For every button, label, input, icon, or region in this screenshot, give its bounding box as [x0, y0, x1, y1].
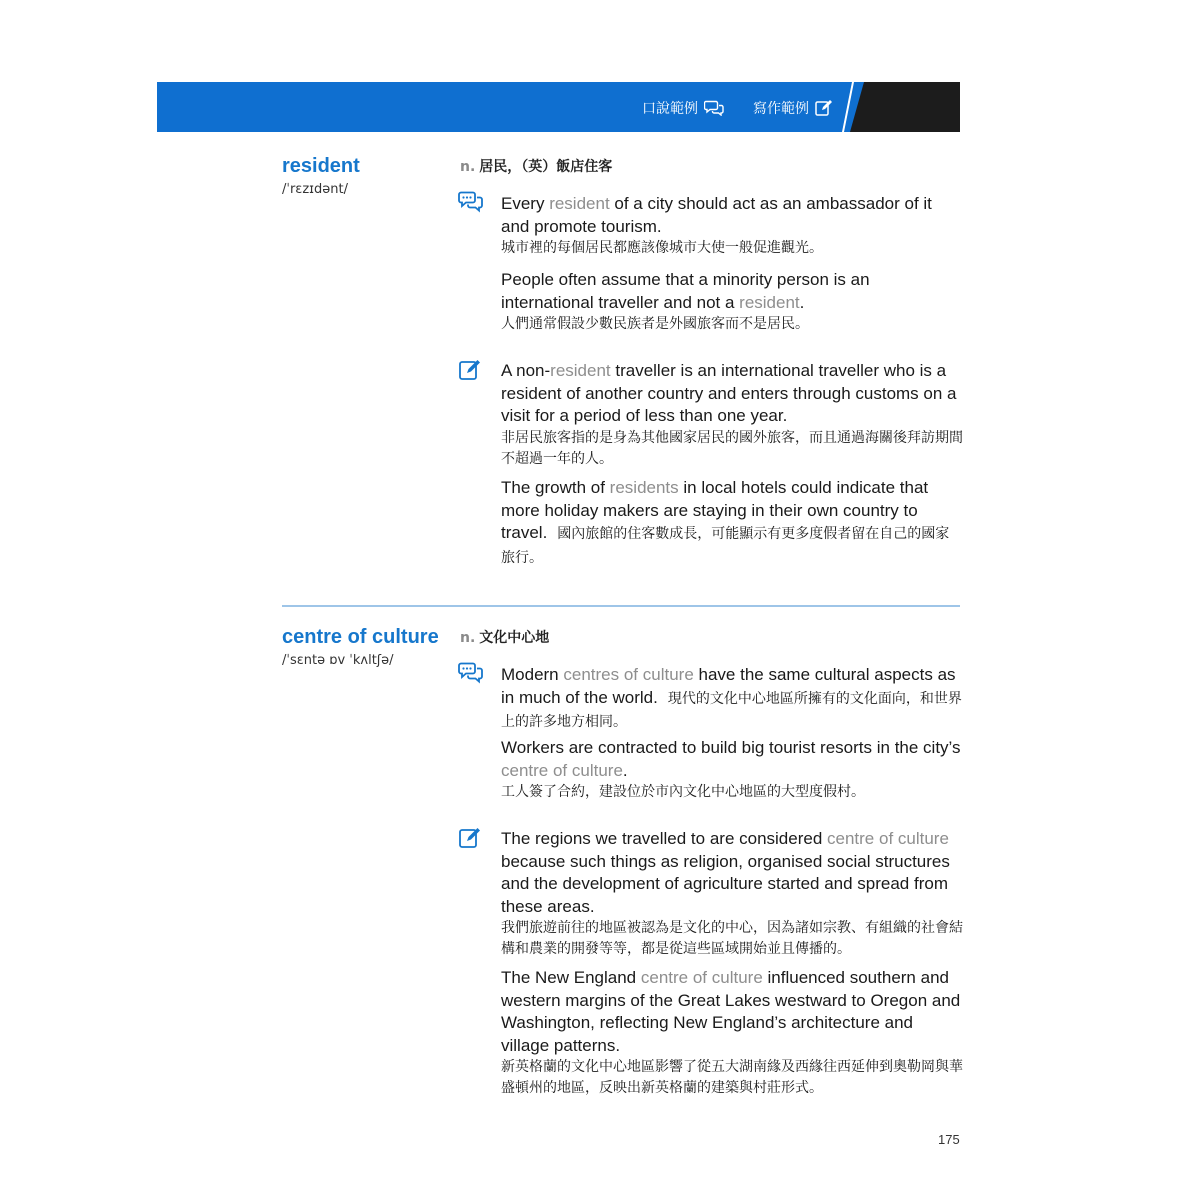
headword: centre of culture [282, 626, 439, 648]
text-run: People often assume that a minority person is an international traveller and not a [501, 270, 870, 312]
example-sentence [501, 193, 963, 238]
example-sentence [501, 477, 963, 569]
example-sentence [501, 737, 963, 782]
definition-text: 居民，（英）飯店住客 [479, 159, 613, 175]
example-translation: 人們通常假設少數民族者是外國旅客而不是居民。 [501, 316, 809, 332]
text-run: of a city should act as an ambassador of it and promote tourism. [501, 194, 932, 236]
example-translation: 新英格蘭的文化中心地區影響了從五大湖南緣及西緣往西延伸到奧勒岡與華盛頓州的地區，反映出新英格蘭的建築與村莊形式。 [501, 1059, 963, 1096]
pronunciation: /ˈsɛntə ɒv ˈkʌltʃə/ [282, 653, 394, 668]
highlighted-term: centre of culture [640, 968, 763, 987]
pencil-note-icon [458, 359, 484, 381]
part-of-speech: n. [460, 630, 476, 646]
example-translation: 工人簽了合約，建設位於市內文化中心地區的大型度假村。 [501, 784, 865, 800]
example-sentence [501, 664, 963, 734]
example-sentence [501, 828, 963, 918]
text-run: Workers are contracted to build big tourist resorts in the city’s [501, 738, 961, 757]
headword: resident [282, 155, 360, 177]
highlighted-term: centres of culture [563, 665, 694, 684]
text-run: The regions we travelled to are considered [501, 829, 828, 848]
text-run: in local hotels could indicate that more holiday makers are staying in their own country to travel. [501, 478, 929, 542]
writing-example [501, 967, 963, 1099]
example-translation: 城市裡的每個居民都應該像城市大使一般促進觀光。 [501, 240, 823, 256]
example-translation: 國內旅館的住客數成長，可能顯示有更多度假者留在自己的國家旅行。 [501, 526, 950, 566]
pronunciation: /ˈrɛzɪdənt/ [282, 182, 348, 197]
highlighted-term: resident [550, 361, 611, 380]
example-translation: 我們旅遊前往的地區被認為是文化的中心，因為諸如宗教、有組織的社會結構和農業的開發等等，都是從這些區域開始並且傳播的。 [501, 920, 963, 957]
text-run: Modern [501, 665, 564, 684]
writing-example-label [753, 99, 833, 117]
writing-example [501, 477, 963, 569]
definition [460, 156, 612, 176]
text-run: because such things as religion, organised social structures and the development of agriculture started and spread from these areas. [501, 851, 950, 916]
highlighted-term: residents [609, 478, 679, 497]
definition [460, 627, 549, 647]
pencil-note-icon [458, 827, 484, 849]
definition-text: 文化中心地 [479, 630, 550, 646]
text-run: The New England [501, 968, 641, 987]
header-bar [157, 82, 960, 132]
part-of-speech: n. [460, 159, 476, 175]
page-number: 175 [938, 1132, 960, 1147]
text-run: . [622, 760, 628, 780]
speech-bubbles-icon [458, 191, 484, 213]
writing-example [501, 360, 963, 470]
text-run: have the same cultural aspects as in much of the world. [501, 665, 956, 707]
speech-bubbles-icon [704, 100, 724, 116]
writing-example [501, 828, 963, 960]
highlighted-term: resident [739, 292, 800, 312]
text-run: . [799, 292, 805, 312]
writing-label-text: 寫作範例 [753, 101, 809, 117]
text-run: Every [501, 194, 550, 213]
speaking-example [501, 269, 963, 335]
example-translation: 非居民旅客指的是身為其他國家居民的國外旅客，而且通過海關後拜訪期間不超過一年的人。 [501, 429, 963, 467]
text-run: The growth of [501, 478, 610, 497]
speech-bubbles-icon [458, 662, 484, 684]
speaking-example-label [642, 99, 724, 117]
text-run: influenced southern and western margins of the Great Lakes westward to Oregon and Washington, reflecting New England’s architecture and village patterns. [501, 968, 961, 1055]
speaking-example [501, 193, 963, 259]
header-corner-block [850, 82, 960, 132]
text-run: traveller is an international traveller who is a resident of another country and enters through customs on a visit for a period of less than one year. [501, 361, 957, 425]
speaking-label-text: 口說範例 [642, 101, 698, 117]
example-translation: 現代的文化中心地區所擁有的文化面向，和世界上的許多地方相同。 [501, 690, 962, 730]
speaking-example [501, 664, 963, 734]
highlighted-term: centre of culture [827, 829, 949, 848]
highlighted-term: resident [549, 194, 610, 213]
example-sentence [501, 360, 963, 428]
example-sentence [501, 967, 963, 1057]
pencil-note-icon [815, 99, 833, 117]
example-sentence [501, 269, 963, 314]
text-run: A non- [501, 361, 551, 380]
entry-divider [282, 605, 960, 607]
highlighted-term: centre of culture [501, 760, 623, 780]
speaking-example [501, 737, 963, 803]
